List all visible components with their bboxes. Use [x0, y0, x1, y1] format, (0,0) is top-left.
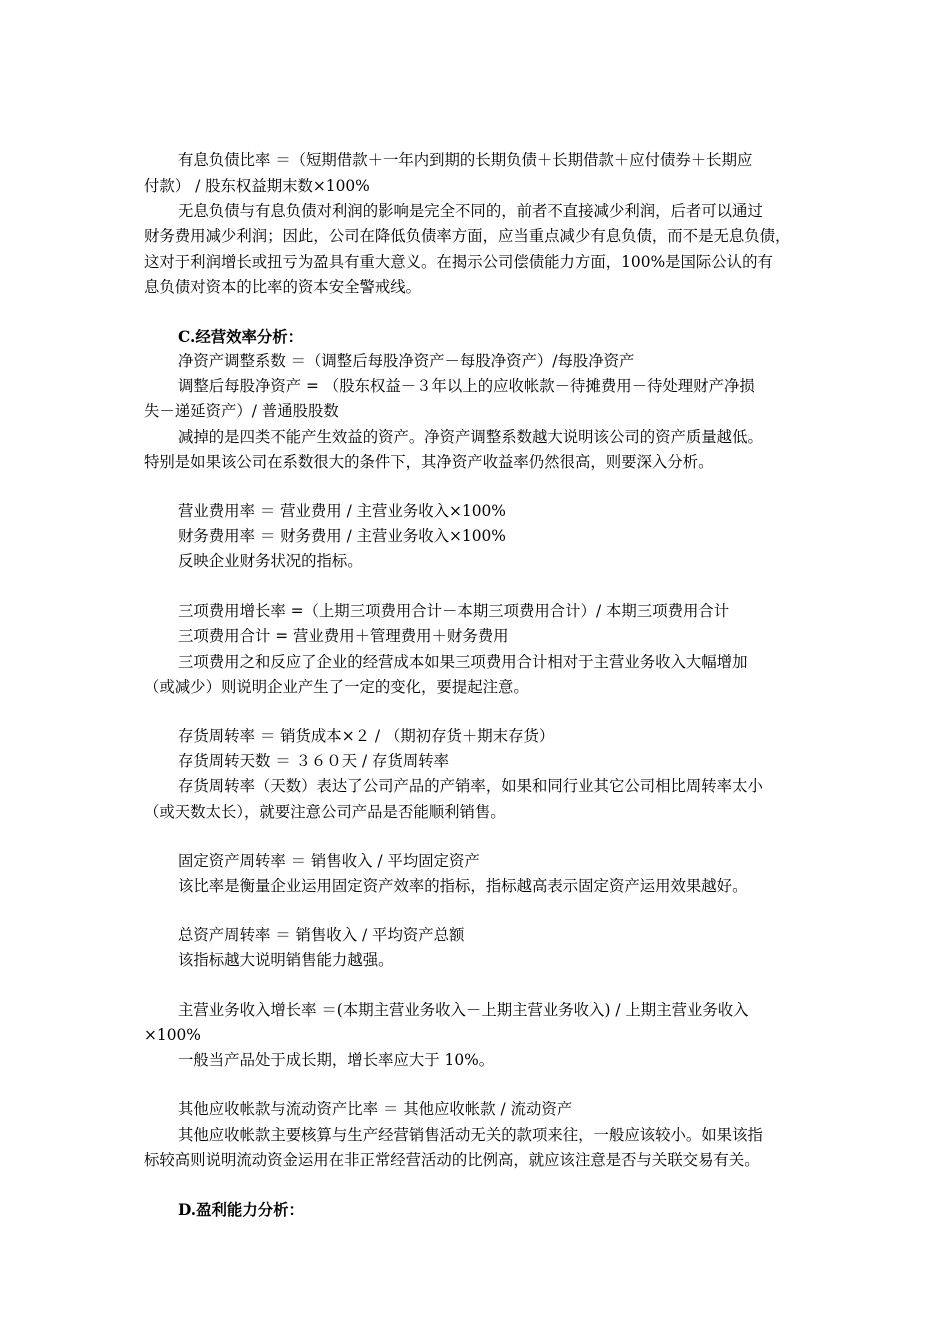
paragraph-line: 三项费用增长率 =（上期三项费用合计－本期三项费用合计）/ 本期三项费用合计 [178, 602, 730, 620]
paragraph-line: 失－递延资产）/ 普通股股数 [144, 402, 339, 420]
paragraph-line: 其他应收帐款主要核算与生产经营销售活动无关的款项来往，一般应该较小。如果该指 [178, 1126, 763, 1144]
paragraph-line: 主营业务收入增长率 ＝(本期主营业务收入－上期主营业务收入) / 上期主营业务收入 [178, 1001, 749, 1019]
paragraph-line: 该比率是衡量企业运用固定资产效率的指标，指标越高表示固定资产运用效果越好。 [178, 877, 748, 895]
paragraph-line: （或天数太长），就要注意公司产品是否能顺利销售。 [144, 803, 506, 821]
paragraph-line: 付款） / 股东权益期末数×100% [144, 177, 370, 195]
paragraph-line: 调整后每股净资产 = （股东权益－３年以上的应收帐款－待摊费用－待处理财产净损 [178, 377, 755, 395]
paragraph-line: 标较高则说明流动资金运用在非正常经营活动的比例高，就应该注意是否与关联交易有关。 [144, 1151, 760, 1169]
paragraph-line: 息负债对资本的比率的资本安全警戒线。 [144, 278, 422, 296]
paragraph-line: 净资产调整系数 ＝（调整后每股净资产－每股净资产）/每股净资产 [178, 352, 635, 370]
paragraph-line: 其他应收帐款与流动资产比率 ＝ 其他应收帐款 / 流动资产 [178, 1100, 573, 1118]
paragraph-line: 存货周转天数 ＝ ３６０天 / 存货周转率 [178, 752, 450, 770]
paragraph-line: 存货周转率（天数）表达了公司产品的产销率，如果和同行业其它公司相比周转率太小 [178, 777, 763, 795]
paragraph-line: 一般当产品处于成长期，增长率应大于 10%。 [178, 1051, 495, 1069]
paragraph-line: 反映企业财务状况的指标。 [178, 552, 363, 570]
paragraph-line: ×100% [144, 1026, 201, 1044]
paragraph-line: （或减少）则说明企业产生了一定的变化，要提起注意。 [144, 678, 529, 696]
paragraph-line: 财务费用率 ＝ 财务费用 / 主营业务收入×100% [178, 527, 506, 545]
paragraph-line: 三项费用之和反应了企业的经营成本如果三项费用合计相对于主营业务收入大幅增加 [178, 653, 748, 671]
paragraph-line: 固定资产周转率 ＝ 销售收入 / 平均固定资产 [178, 852, 480, 870]
paragraph-line: 减掉的是四类不能产生效益的资产。净资产调整系数越大说明该公司的资产质量越低。 [178, 428, 763, 446]
paragraph-line: 营业费用率 ＝ 营业费用 / 主营业务收入×100% [178, 502, 506, 520]
section-heading: D.盈利能力分析： [178, 1201, 304, 1219]
paragraph-line: 特别是如果该公司在系数很大的条件下，其净资产收益率仍然很高，则要深入分析。 [144, 453, 714, 471]
paragraph-line: 总资产周转率 ＝ 销售收入 / 平均资产总额 [178, 926, 465, 944]
paragraph-line: 有息负债比率 ＝（短期借款＋一年内到期的长期负债＋长期借款＋应付债券＋长期应 [178, 151, 753, 169]
paragraph-line: 三项费用合计 = 营业费用＋管理费用＋财务费用 [178, 627, 509, 645]
paragraph-line: 无息负债与有息负债对利润的影响是完全不同的，前者不直接减少利润，后者可以通过 [178, 202, 763, 220]
section-heading: C.经营效率分析： [178, 328, 304, 346]
paragraph-line: 该指标越大说明销售能力越强。 [178, 951, 394, 969]
paragraph-line: 这对于利润增长或扭亏为盈具有重大意义。在揭示公司偿债能力方面，100%是国际公认的有 [144, 253, 773, 271]
paragraph-line: 存货周转率 ＝ 销货成本×２ / （期初存货＋期末存货） [178, 727, 555, 745]
paragraph-line: 财务费用减少利润；因此，公司在降低负债率方面，应当重点减少有息负债，而不是无息负债， [144, 227, 791, 245]
